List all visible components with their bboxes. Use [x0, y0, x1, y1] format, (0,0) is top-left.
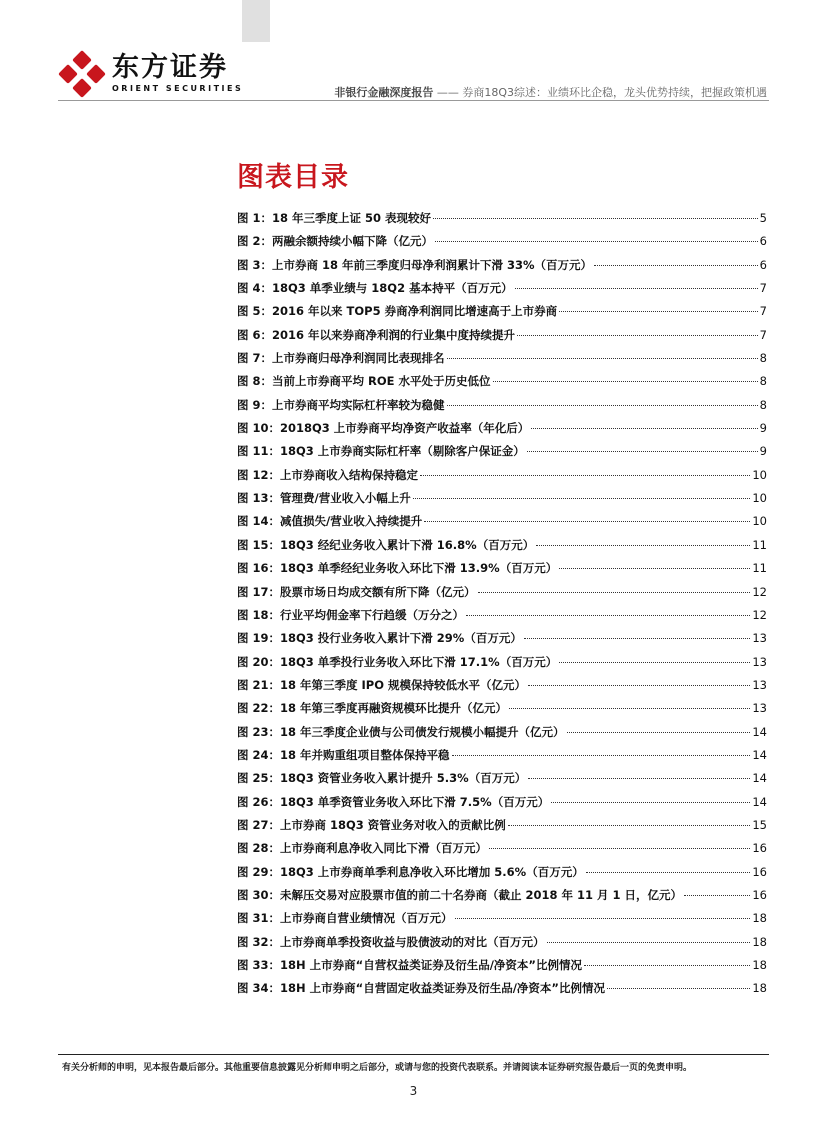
toc-dot-leader: [517, 335, 758, 336]
toc-item-page: 6: [759, 234, 767, 249]
toc-dot-leader: [413, 498, 751, 499]
toc-item-label: 图 30：未解压交易对应股票市值的前二十名券商（截止 2018 年 11 月 1 日，亿元）: [237, 887, 683, 902]
toc-item-label: 图 23：18 年三季度企业债与公司债发行规模小幅提升（亿元）: [237, 724, 565, 739]
toc-item-label: 图 18：行业平均佣金率下行趋缓（万分之）: [237, 607, 465, 622]
toc-dot-leader: [508, 825, 751, 826]
toc-item-label: 图 7：上市券商归母净利润同比表现排名: [237, 351, 445, 366]
toc-item-page: 13: [752, 631, 767, 646]
toc-item[interactable]: [237, 840, 767, 863]
toc-item-label: 图 26：18Q3 单季资管业务收入环比下滑 7.5%（百万元）: [237, 794, 550, 809]
toc-item-label: 图 22：18 年第三季度再融资规模环比提升（亿元）: [237, 701, 508, 716]
toc-item-page: 7: [759, 304, 767, 319]
toc-dot-leader: [586, 872, 751, 873]
toc-dot-leader: [489, 848, 750, 849]
toc-dot-leader: [447, 358, 758, 359]
toc-item-page: 16: [752, 841, 767, 856]
toc-item-page: 13: [752, 654, 767, 669]
toc-item[interactable]: [237, 397, 767, 420]
toc-item-page: 8: [759, 374, 767, 389]
toc-item-label: 图 20：18Q3 单季投行业务收入环比下滑 17.1%（百万元）: [237, 654, 558, 669]
toc-dot-leader: [584, 965, 750, 966]
toc-item-page: 7: [759, 327, 767, 342]
toc-item-label: 图 32：上市券商单季投资收益与股债波动的对比（百万元）: [237, 934, 545, 949]
toc-item[interactable]: [237, 770, 767, 793]
toc-item-page: 18: [752, 958, 767, 972]
logo-english-name: ORIENT SECURITIES: [112, 84, 244, 93]
toc-dot-leader: [559, 568, 750, 569]
toc-item[interactable]: [237, 373, 767, 396]
toc-item-label: 图 24：18 年并购重组项目整体保持平稳: [237, 747, 450, 762]
toc-item[interactable]: [237, 910, 767, 933]
report-header: [334, 84, 767, 100]
toc-item[interactable]: [237, 537, 767, 560]
toc-item-label: 图 1：18 年三季度上证 50 表现较好: [237, 211, 432, 225]
toc-dot-leader: [447, 405, 758, 406]
toc-dot-leader: [607, 988, 750, 989]
toc-item-label: 图 5：2016 年以来 TOP5 券商净利润同比增速高于上市券商: [237, 304, 558, 319]
toc-item-page: 16: [752, 887, 767, 902]
toc-item-page: 9: [759, 421, 767, 436]
toc-item-page: 18: [752, 934, 767, 949]
disclaimer-text: 有关分析师的申明，见本报告最后部分。其他重要信息披露见分析师申明之后部分，或请与您的投资代表联系。并请阅读本证券研究报告最后一页的免责申明。: [62, 1063, 693, 1073]
toc-dot-leader: [466, 615, 750, 616]
toc-item-page: 8: [759, 351, 767, 366]
toc-item[interactable]: [237, 233, 767, 256]
toc-item-label: 图 11：18Q3 上市券商实际杠杆率（剔除客户保证金）: [237, 444, 525, 459]
toc-item-label: 图 25：18Q3 资管业务收入累计提升 5.3%（百万元）: [237, 771, 527, 786]
toc-title: 图表目录: [237, 162, 349, 193]
toc-item-label: 图 27：上市券商 18Q3 资管业务对收入的贡献比例: [237, 817, 506, 832]
header-divider: [58, 100, 769, 101]
toc-dot-leader: [559, 662, 750, 663]
toc-item-page: 14: [752, 724, 767, 739]
toc-dot-leader: [567, 732, 751, 733]
toc-dot-leader: [594, 265, 758, 266]
toc-item-label: 图 6：2016 年以来券商净利润的行业集中度持续提升: [237, 327, 516, 342]
toc-item-page: 10: [752, 514, 767, 529]
toc-item-page: 12: [752, 607, 767, 622]
toc-item[interactable]: [237, 280, 767, 303]
toc-dot-leader: [528, 778, 750, 779]
toc-dot-leader: [509, 708, 750, 709]
toc-item[interactable]: [237, 887, 767, 910]
toc-item[interactable]: [237, 210, 767, 233]
toc-item-label: 图 15：18Q3 经纪业务收入累计下滑 16.8%（百万元）: [237, 537, 535, 552]
toc-item[interactable]: [237, 584, 767, 607]
toc-item-label: 图 21：18 年第三季度 IPO 规模保持较低水平（亿元）: [237, 677, 527, 692]
toc-item-label: 图 31：上市券商自营业绩情况（百万元）: [237, 911, 453, 926]
toc-item[interactable]: [237, 980, 767, 1003]
report-subtitle: 券商18Q3综述：业绩环比企稳，龙头优势持续，把握政策机遇: [462, 86, 767, 99]
toc-item[interactable]: [237, 794, 767, 817]
toc-item[interactable]: [237, 560, 767, 583]
toc-item-page: 13: [752, 677, 767, 692]
toc-item-page: 10: [752, 491, 767, 506]
toc-dot-leader: [493, 381, 758, 382]
toc-dot-leader: [527, 451, 758, 452]
toc-item[interactable]: [237, 327, 767, 350]
toc-item-label: 图 28：上市券商利息净收入同比下滑（百万元）: [237, 841, 488, 856]
toc-item[interactable]: [237, 864, 767, 887]
toc-dot-leader: [455, 918, 751, 919]
toc-item-label: 图 29：18Q3 上市券商单季利息净收入环比增加 5.6%（百万元）: [237, 864, 584, 879]
toc-item-page: 11: [752, 561, 767, 576]
toc-item[interactable]: [237, 630, 767, 653]
report-type: 非银行金融深度报告: [334, 86, 434, 99]
toc-item-label: 图 13：管理费/营业收入小幅上升: [237, 491, 411, 506]
toc-dot-leader: [536, 545, 750, 546]
toc-item[interactable]: [237, 817, 767, 840]
toc-item[interactable]: [237, 700, 767, 723]
toc-item-page: 11: [752, 537, 767, 552]
toc-item-label: 图 19：18Q3 投行业务收入累计下滑 29%（百万元）: [237, 631, 522, 646]
toc-item-label: 图 9：上市券商平均实际杠杆率较为稳健: [237, 397, 445, 412]
toc-item[interactable]: [237, 350, 767, 373]
toc-item[interactable]: [237, 654, 767, 677]
toc-item[interactable]: [237, 420, 767, 443]
toc-item-label: 图 3：上市券商 18 年前三季度归母净利润累计下滑 33%（百万元）: [237, 257, 593, 272]
toc-item-page: 8: [759, 397, 767, 412]
toc-dot-leader: [551, 802, 750, 803]
toc-item-page: 6: [759, 257, 767, 272]
toc-item[interactable]: [237, 257, 767, 280]
toc-dot-leader: [420, 475, 750, 476]
logo-chinese-name: 东方证券: [112, 52, 228, 83]
toc-dot-leader: [684, 895, 750, 896]
toc-item[interactable]: [237, 607, 767, 630]
company-logo: [58, 50, 243, 98]
toc-dot-leader: [559, 311, 758, 312]
toc-item-label: 图 33：18H 上市券商“自营权益类证券及衍生品/净资本”比例情况: [237, 958, 582, 972]
toc-item-label: 图 34：18H 上市券商“自营固定收益类证券及衍生品/净资本”比例情况: [237, 981, 605, 996]
toc-item-page: 14: [752, 794, 767, 809]
toc-dot-leader: [524, 638, 751, 639]
toc-item[interactable]: [237, 513, 767, 536]
toc-item-page: 18: [752, 981, 767, 996]
toc-item-label: 图 8：当前上市券商平均 ROE 水平处于历史低位: [237, 374, 491, 389]
toc-item[interactable]: [237, 443, 767, 466]
toc-item[interactable]: [237, 303, 767, 326]
toc-dot-leader: [433, 218, 758, 219]
toc-dot-leader: [478, 592, 751, 593]
toc-item-label: 图 10：2018Q3 上市券商平均净资产收益率（年化后）: [237, 421, 530, 436]
toc-item[interactable]: [237, 957, 767, 980]
toc-list: [237, 210, 767, 1004]
toc-dot-leader: [424, 521, 750, 522]
toc-dot-leader: [452, 755, 751, 756]
toc-item-page: 10: [752, 467, 767, 482]
toc-item-page: 16: [752, 864, 767, 879]
toc-item[interactable]: [237, 934, 767, 957]
toc-item[interactable]: [237, 747, 767, 770]
toc-item-page: 15: [752, 817, 767, 832]
toc-item[interactable]: [237, 724, 767, 747]
toc-dot-leader: [531, 428, 757, 429]
toc-item-page: 9: [759, 444, 767, 459]
toc-item-page: 13: [752, 701, 767, 716]
toc-item[interactable]: [237, 677, 767, 700]
toc-item[interactable]: [237, 490, 767, 513]
toc-item-page: 18: [752, 911, 767, 926]
toc-item-label: 图 16：18Q3 单季经纪业务收入环比下滑 13.9%（百万元）: [237, 561, 558, 576]
toc-item-page: 14: [752, 771, 767, 786]
toc-dot-leader: [547, 942, 751, 943]
toc-item-label: 图 14：减值损失/营业收入持续提升: [237, 514, 423, 529]
header-decor-bar: [242, 0, 270, 42]
toc-dot-leader: [515, 288, 758, 289]
toc-item[interactable]: [237, 467, 767, 490]
header-separator: ——: [436, 86, 459, 99]
toc-item-page: 5: [759, 211, 767, 225]
page-number: 3: [409, 1084, 418, 1098]
toc-item-label: 图 12：上市券商收入结构保持稳定: [237, 467, 419, 482]
toc-item-label: 图 4：18Q3 单季业绩与 18Q2 基本持平（百万元）: [237, 281, 513, 296]
footer-divider: [58, 1054, 769, 1055]
toc-item-page: 7: [759, 281, 767, 296]
toc-dot-leader: [528, 685, 750, 686]
toc-item-page: 14: [752, 747, 767, 762]
orient-logo-icon: [58, 50, 106, 98]
toc-item-label: 图 2：两融余额持续小幅下降（亿元）: [237, 234, 434, 249]
toc-dot-leader: [435, 241, 758, 242]
toc-item-page: 12: [752, 584, 767, 599]
toc-item-label: 图 17：股票市场日均成交额有所下降（亿元）: [237, 584, 476, 599]
